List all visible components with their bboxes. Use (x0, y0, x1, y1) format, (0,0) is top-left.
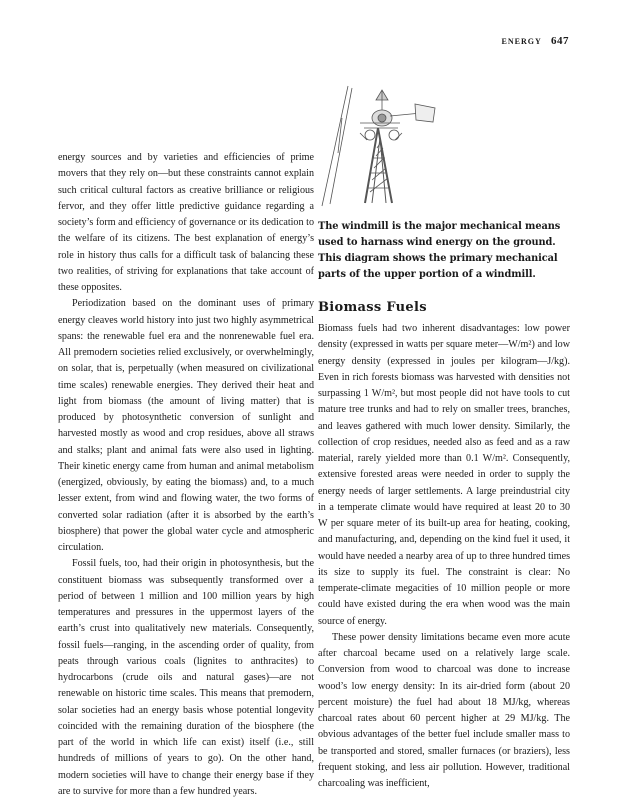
left-column (58, 150, 314, 800)
figure-caption: The windmill is the major mechanical means used to harnass wind energy on the ground. This diagram shows the primary mechanical parts of the upper portion of a windmill. (318, 221, 561, 280)
windmill-illustration (320, 78, 440, 208)
page-number: 647 (551, 35, 569, 47)
paragraph: Fossil fuels, too, had their origin in photosynthesis, but the constituent biomass was subsequently transformed over a period of between 1 million and 100 million years by high temperatures and pressures in the uppermost layers of the earth’s crust into qualitatively new materials. Consequently, fossil fuels—ranging, in the ascending order of quality, from peats through various coals (lignites to anthracites) to hydrocarbons (crude oils and natural gases)—are not renewable on historic time scales. This means that premodern, solar societies had an energy basis whose potential longevity coincided with the remaining duration of the biosphere (the part of the world in which life can exist) itself (i.e., still hundreds of millions of years to go). On the other hand, modern societies will have to change their energy base if they are to survive for more than a few hundred years. (58, 558, 314, 797)
section-heading: Biomass Fuels (318, 300, 427, 315)
paragraph: Periodization based on the dominant uses of primary energy cleaves world history into just two highly asymmetrical spans: the renewable fuel era and the nonrenewable fuel era. All premodern societies relied exclusively, or overwhelmingly, on solar, that is, perpetually (when measured on civilizational time scales) renewable energies. They derived their heat and light from biomass (the amount of living matter) that is produced by photosynthetic conversion of sunlight and harvested mostly as wood and crop residues, above all straws and stalks; plant and animal fats were also used in lighting. Their kinetic energy came from human and animal metabolism (energized, obviously, by eating the biomass) and, to a much lesser extent, from wind and flowing water, the two forms of converted solar radiation (after it is absorbed by the earth’s biosphere) that power the global water cycle and atmospheric circulation. (58, 298, 314, 553)
section-title: energy (501, 35, 542, 47)
paragraph: Biomass fuels had two inherent disadvantages: low power density (expressed in watts per square meter—W/m²) and low energy density (expressed in joules per kilogram—J/kg). Even in rich forests biomass was harvested with densities not surpassing 1 W/m², but most people did not have tools to cut mature tree trunks and had to rely on smaller trees, branches, and leaves gathered with much lower density. Similarly, the collection of crop residues, needed also as feed and as a raw material, rarely yielded more than 0.1 W/m². Consequently, extensive forested areas were needed in order to supply the energy needs of larger settlements. A large preindustrial city in a temperate climate would have required at least 20 to 30 W per square meter of its built-up area for heating, cooking, and manufacturing, and, depending on the kind fuel it used, it would have needed a nearby area of up to three hundred times its size to supply its fuel. The constraint is clear: No temperate-climate megacities of 10 million people or more could have existed during the era when wood was the main source of energy. (318, 323, 570, 627)
right-column (318, 321, 570, 792)
paragraph: energy sources and by varieties and efficiencies of prime movers that they rely on—but these constraints cannot explain such critical cultural factors as creative brilliance or religious fervor, and they offer little predictive guidance regarding a society’s form and efficiency of governance or its dedication to the welfare of its citizens. The best explanation of energy’s role in history thus calls for a difficult task of balancing these two realities, of striving for explanations that take account of these opposites. (58, 152, 314, 293)
running-header (502, 35, 569, 47)
paragraph: These power density limitations became even more acute after charcoal became used on a relatively large scale. Conversion from wood to charcoal was done to increase wood’s low energy density: In its air-dried form (about 20 percent moisture) the fuel had about 18 MJ/kg, whereas charcoal rates about 60 percent higher at 29 MJ/kg. The obvious advantages of the better fuel include smaller mass to be transported and stored, smaller furnaces (or braziers), less frequent stoking, and less air pollution. However, traditional charcoaling was inefficient, (318, 631, 570, 789)
